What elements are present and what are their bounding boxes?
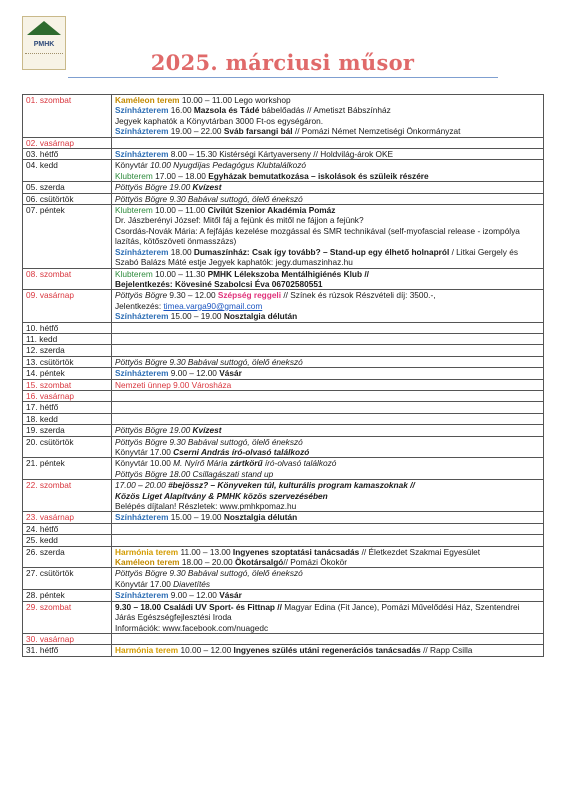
event-text: Belépés díjtalan! Részletek: www.pmhkpomaz.hu [115,501,297,512]
event-text: 8.00 – 15.30 Kistérségi Kártyaverseny // Holdvilág-árok OKE [168,149,394,160]
event-text: 15.00 – 19.00 [168,512,224,523]
event-line [115,126,540,136]
day-cell: 12. szerda [23,345,112,356]
event-text: Klubterem [115,205,153,216]
events-cell [112,390,544,401]
event-text: Mazsola és Tádé [193,105,260,116]
title-divider [68,77,498,78]
event-text: 19.00 – 22.00 [168,126,224,137]
event-text: író-olvasó találkozó [262,458,337,469]
schedule-row [23,379,544,390]
schedule-row [23,149,544,160]
events-cell [112,356,544,367]
events-cell [112,182,544,193]
schedule-row [23,512,544,523]
event-line [115,645,540,655]
event-line [115,368,540,378]
schedule-table [22,94,544,657]
day-cell: 20. csütörtök [23,436,112,458]
day-cell: 31. hétfő [23,645,112,656]
events-cell [112,512,544,523]
event-text: Vásár [219,368,242,379]
event-text: 11.00 – 13.00 [178,546,233,557]
event-text: 9.00 – 12.00 [168,368,220,379]
event-text: Jelentkezés: [115,300,164,311]
event-line [115,194,540,204]
events-cell [112,379,544,390]
day-cell: 19. szerda [23,425,112,436]
schedule-row [23,402,544,413]
event-text: Könyvtár 17.00 [115,447,174,457]
events-cell [112,633,544,644]
event-text: // Színek és rúzsok Részvételi díj: 3500.-, [281,290,436,301]
schedule-row [23,368,544,379]
event-line [115,215,540,225]
day-cell: 01. szombat [23,95,112,138]
events-cell [112,160,544,182]
event-text: zártkörű [229,458,263,469]
email-link[interactable]: timea.varga90@gmail.com [163,300,263,311]
day-cell: 11. kedd [23,333,112,344]
schedule-row [23,333,544,344]
event-line [115,557,540,567]
event-text: 10.00 – 11.00 Lego workshop [179,95,291,105]
events-cell [112,322,544,333]
schedule-row [23,290,544,322]
day-cell: 18. kedd [23,413,112,424]
event-line [115,226,540,247]
event-text: Ökotársalgó [234,557,284,568]
logo-text: PMHK [33,41,55,48]
event-text: Civilút Szenior Akadémia Pomáz [207,205,336,216]
event-text: Könyvtár 10.00 [115,458,174,469]
day-cell: 28. péntek [23,590,112,601]
event-text: Klubterem [115,268,153,279]
event-text: Harmónia terem [115,546,179,557]
event-line [115,480,540,490]
event-line [115,95,540,105]
day-cell: 04. kedd [23,160,112,182]
schedule-row [23,356,544,367]
event-text: Színházterem [115,512,169,523]
event-line [115,602,540,623]
day-cell: 13. csütörtök [23,356,112,367]
event-text: 17.00 – 20.00 [115,480,169,491]
event-line [115,447,540,457]
schedule-row [23,193,544,204]
day-cell: 03. hétfő [23,149,112,160]
event-text: Színházterem [115,149,169,160]
schedule-row [23,268,544,290]
event-text: 15.00 – 19.00 [168,311,224,322]
event-line [115,105,540,115]
event-text: 9.30 – 12.00 [167,290,218,301]
event-line [115,491,540,501]
day-cell: 25. kedd [23,535,112,546]
day-cell: 07. péntek [23,205,112,268]
events-cell [112,345,544,356]
event-text: Színházterem [115,105,169,116]
day-cell: 15. szombat [23,379,112,390]
schedule-row [23,633,544,644]
event-text: Színházterem [115,368,169,379]
event-text: #bejössz? – Könyveken túl, kulturális program kamaszoknak // [168,480,415,491]
event-text: Pöttyös Bögre 19.00 [115,425,193,436]
event-line [115,301,540,311]
events-cell [112,425,544,436]
events-cell [112,137,544,148]
events-cell [112,458,544,480]
schedule-row [23,160,544,182]
event-line [115,568,540,578]
event-line [115,437,540,447]
day-cell: 27. csütörtök [23,568,112,590]
events-cell [112,402,544,413]
schedule-row [23,535,544,546]
event-line [115,182,540,192]
event-text: Pöttyös Bögre 9.30 Babával suttogó, ölelő énekszó [115,436,303,447]
event-text: 17.00 – 18.00 [152,170,209,181]
events-cell [112,149,544,160]
events-cell [112,590,544,601]
day-cell: 29. szombat [23,601,112,633]
event-text: // Rapp Csilla [420,645,473,656]
schedule-row [23,523,544,534]
event-line [115,380,540,390]
event-text: Színházterem [115,311,169,322]
day-cell: 16. vasárnap [23,390,112,401]
event-line [115,290,540,300]
day-cell: 02. vasárnap [23,137,112,148]
event-text: 9.00 – 12.00 [168,590,220,601]
event-text: Kvízest [192,182,222,193]
schedule-row [23,182,544,193]
event-text: PMHK Lélekszoba Mentálhigiénés Klub // [207,268,369,279]
day-cell: 06. csütörtök [23,193,112,204]
day-cell: 05. szerda [23,182,112,193]
events-cell [112,368,544,379]
event-text: // Pomázi Német Nemzetiségi Önkormányzat [292,126,461,137]
event-text: Információk: www.facebook.com/nuagedc [115,622,269,633]
schedule-row [23,458,544,480]
event-text: 18.00 – 20.00 [179,557,235,568]
schedule-row [23,425,544,436]
event-text: Egyházak bemutatkozása – iskolások és szüleik részére [208,170,429,181]
event-text: Kaméleon terem [115,557,180,568]
events-cell [112,413,544,424]
event-text: Dr. Jászberényi József: Mitől fáj a fejünk és mitől ne fájjon a fejünk? [115,215,364,226]
events-cell [112,601,544,633]
events-cell [112,95,544,138]
events-cell [112,333,544,344]
schedule-row [23,95,544,138]
event-line [115,279,540,289]
event-line [115,149,540,159]
schedule-row [23,137,544,148]
logo-roof-icon [27,21,61,35]
event-text: Harmónia terem [115,645,179,656]
event-line [115,458,540,468]
event-text: Pöttyös Bögre 19.00 [115,182,193,193]
event-text: Dumaszínház: Csak így tovább? – Stand-up egy élhető holnapról [193,246,450,257]
events-cell [112,268,544,290]
event-text: Csordás-Novák Mária: A fejfájás kezelése mozgással és SMR technikával (self-myofascial release - izompólya lazítás, kötőszöveti önmasszázs) [115,225,520,247]
events-cell [112,193,544,204]
event-text: 10.00 – 12.00 [178,645,234,656]
day-cell: 10. hétfő [23,322,112,333]
schedule-row [23,480,544,512]
event-text: Cserni András író-olvasó találkozó [173,447,310,457]
events-cell [112,480,544,512]
event-line [115,590,540,600]
event-text: Közös Liget Alapítvány & PMHK közös szervezésében [115,490,328,501]
event-line [115,171,540,181]
event-line [115,425,540,435]
event-text: 10.00 – 11.00 [152,205,208,216]
events-cell [112,546,544,568]
page-title: 2025. márciusi műsor [150,50,415,75]
day-cell: 09. vasárnap [23,290,112,322]
event-text: Bejelentkezés: Kövesiné Szabolcsi Éva 06702580551 [115,278,323,289]
event-text: // Pomázi Ökokör [283,557,347,568]
event-text: Pöttyös Bögre 18.00 Csillagászati stand up [115,468,274,479]
day-cell: 14. péntek [23,368,112,379]
event-line [115,501,540,511]
event-text: M. Nyírő Mária [173,458,230,469]
event-text: Klubterem [115,170,153,181]
schedule-row [23,601,544,633]
schedule-row [23,413,544,424]
event-line [115,116,540,126]
event-text: 10.00 Nyugdíjas Pedagógus Klubtalálkozó [150,160,306,171]
event-line [115,357,540,367]
event-text: 9.30 – 18.00 Családi UV Sport- és Fittnap // [115,601,282,612]
events-cell [112,645,544,656]
schedule-row [23,436,544,458]
events-cell [112,290,544,322]
events-cell [112,568,544,590]
event-line [115,205,540,215]
event-text: Magyar Edina (Fit Jance), Pomázi Művelődési Ház, Szentendrei Járás Egészségfejlesztési Iroda [115,601,520,623]
day-cell: 24. hétfő [23,523,112,534]
schedule-row [23,345,544,356]
event-line [115,247,540,268]
day-cell: 21. péntek [23,458,112,480]
day-cell: 17. hétfő [23,402,112,413]
event-text: Nosztalgia délután [223,512,298,523]
event-text: // Életkezdet Szakmai Egyesület [359,546,481,557]
event-text: Pöttyös Bögre 9.30 Babával suttogó, ölelő énekszó [115,193,303,204]
event-text: Nosztalgia délután [223,311,298,322]
event-text: Pöttyös Bögre [115,290,168,301]
event-text: Szépség reggeli [217,290,282,301]
event-text: Vásár [219,590,242,601]
schedule-body [23,95,544,657]
event-text: bábelőadás // Ametiszt Bábszínház [259,105,391,116]
event-text: Pöttyös Bögre 9.30 Babával suttogó, ölelő énekszó [115,356,303,367]
event-text: Könyvtár [115,160,151,171]
event-text: Kvízest [192,425,222,436]
event-text: Kaméleon terem [115,95,180,105]
schedule-row [23,205,544,268]
event-line [115,547,540,557]
event-line [115,311,540,321]
schedule-row [23,568,544,590]
event-text: Pöttyös Bögre 9.30 Babával suttogó, ölelő énekszó [115,568,303,579]
event-line [115,512,540,522]
page-header [0,0,565,90]
event-text: Sváb farsangi bál [223,126,293,137]
events-cell [112,205,544,268]
events-cell [112,436,544,458]
event-text: Nemzeti ünnep 9.00 Városháza [115,379,232,390]
event-line [115,623,540,633]
event-text: Diavetítés [173,578,211,589]
event-text: 16.00 [168,105,194,116]
event-text: Színházterem [115,246,169,257]
event-line [115,469,540,479]
event-text: 18.00 [168,246,194,257]
event-text: Könyvtár 17.00 [115,578,174,589]
schedule-row [23,546,544,568]
event-line [115,269,540,279]
event-text: Jegyek kaphatók a Könyvtárban 3000 Ft-os egységáron. [115,115,324,126]
event-line [115,160,540,170]
events-cell [112,523,544,534]
schedule-row [23,322,544,333]
event-line [115,579,540,589]
event-text: 10.00 – 11.30 [152,268,208,279]
schedule-row [23,390,544,401]
schedule-row [23,590,544,601]
event-text: Ingyenes szülés utáni regenerációs tanácsadás [233,645,421,656]
day-cell: 23. vasárnap [23,512,112,523]
day-cell: 22. szombat [23,480,112,512]
events-cell [112,535,544,546]
schedule-row [23,645,544,656]
event-text: Ingyenes szoptatási tanácsadás [232,546,360,557]
day-cell: 26. szerda [23,546,112,568]
day-cell: 08. szombat [23,268,112,290]
event-text: Színházterem [115,590,169,601]
event-text: / Litkai Gergely és Szabó Balázs Máté estje Jegyek kaphatók: jegy.dumaszinhaz.hu [115,246,518,268]
event-text: Színházterem [115,126,169,137]
day-cell: 30. vasárnap [23,633,112,644]
